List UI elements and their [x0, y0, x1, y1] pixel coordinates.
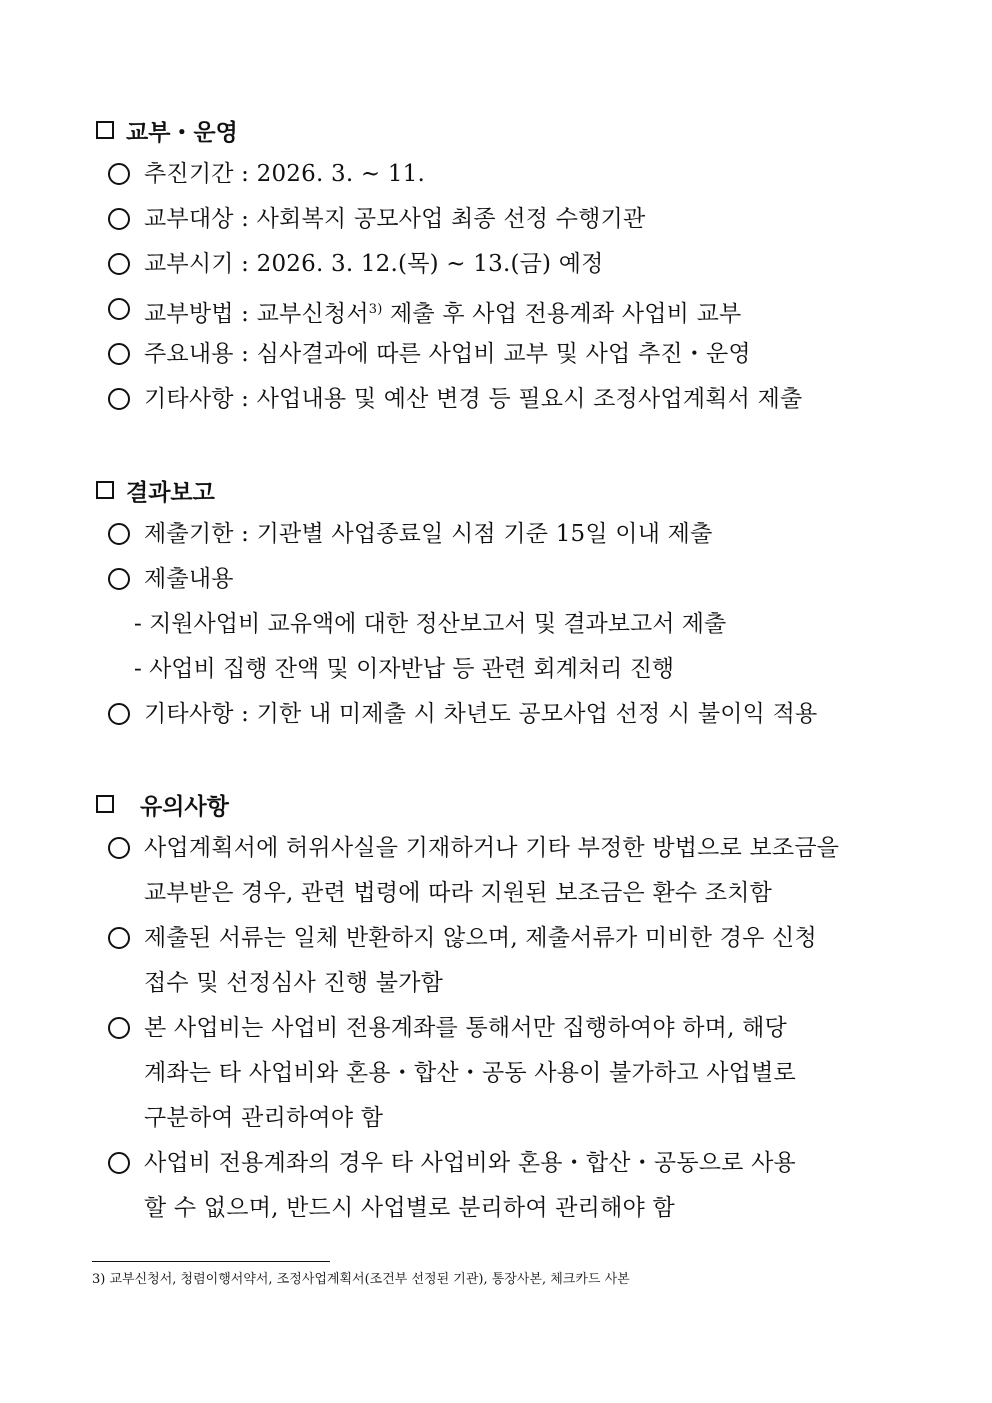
list-item: 본 사업비는 사업비 전용계좌를 통해서만 집행하여야 하며, 해당 계좌는 타 사업비와 혼용・합산・공동 사용이 불가하고 사업별로 구분하여 관리하여야 함 — [92, 1006, 912, 1141]
square-bullet-icon — [96, 121, 114, 139]
section-heading: 교부・운영 — [92, 108, 912, 152]
list-item: 제출된 서류는 일체 반환하지 않으며, 제출서류가 미비한 경우 신청 접수 및 선정심사 진행 불가함 — [92, 916, 912, 1006]
section-heading: 유의사항 — [92, 782, 912, 826]
section-result-report — [92, 468, 912, 737]
circle-bullet-icon — [108, 208, 130, 230]
list-item: 기타사항 : 사업내용 및 예산 변경 등 필요시 조정사업계획서 제출 — [92, 377, 912, 422]
list-item: 제출기한 : 기관별 사업종료일 시점 기준 15일 이내 제출 — [92, 512, 912, 557]
circle-bullet-icon — [108, 388, 130, 410]
sub-item: - 사업비 집행 잔액 및 이자반납 등 관련 회계처리 진행 — [134, 656, 675, 682]
list-item: 사업계획서에 허위사실을 기재하거나 기타 부정한 방법으로 보조금을 교부받은 경우, 관련 법령에 따라 지원된 보조금은 환수 조치함 — [92, 826, 912, 916]
sub-item: - 지원사업비 교유액에 대한 정산보고서 및 결과보고서 제출 — [134, 611, 727, 637]
footnote: 3) 교부신청서, 청렴이행서약서, 조정사업계획서(조건부 선정된 기관), 통장사본, 체크카드 사본 — [92, 1272, 630, 1287]
list-item: 추진기간 : 2026. 3. ~ 11. — [92, 152, 912, 197]
section-heading: 결과보고 — [92, 468, 912, 512]
list-item: 기타사항 : 기한 내 미제출 시 차년도 공모사업 선정 시 불이익 적용 — [92, 692, 912, 737]
circle-bullet-icon — [108, 927, 130, 949]
list-item: 주요내용 : 심사결과에 따른 사업비 교부 및 사업 추진・운영 — [92, 332, 912, 377]
circle-bullet-icon — [108, 1017, 130, 1039]
circle-bullet-icon — [108, 298, 130, 320]
list-item: 교부대상 : 사회복지 공모사업 최종 선정 수행기관 — [92, 197, 912, 242]
square-bullet-icon — [96, 795, 114, 813]
list-item: 제출내용 — [92, 557, 912, 602]
circle-bullet-icon — [108, 163, 130, 185]
circle-bullet-icon — [108, 523, 130, 545]
list-item: 교부시기 : 2026. 3. 12.(목) ~ 13.(금) 예정 — [92, 242, 912, 287]
circle-bullet-icon — [108, 703, 130, 725]
circle-bullet-icon — [108, 343, 130, 365]
circle-bullet-icon — [108, 837, 130, 859]
circle-bullet-icon — [108, 253, 130, 275]
square-bullet-icon — [96, 481, 114, 499]
footnote-divider — [92, 1261, 330, 1262]
section-notes — [92, 782, 912, 1231]
circle-bullet-icon — [108, 568, 130, 590]
list-item: 사업비 전용계좌의 경우 타 사업비와 혼용・합산・공동으로 사용 할 수 없으며, 반드시 사업별로 분리하여 관리해야 함 — [92, 1141, 912, 1231]
footnote-ref: 3) — [368, 302, 383, 317]
section-distribution — [92, 108, 912, 422]
list-item: 교부방법 : 교부신청서$^{3)}$ 제출 후 사업 전용계좌 사업비 교부 — [92, 287, 912, 332]
circle-bullet-icon — [108, 1152, 130, 1174]
